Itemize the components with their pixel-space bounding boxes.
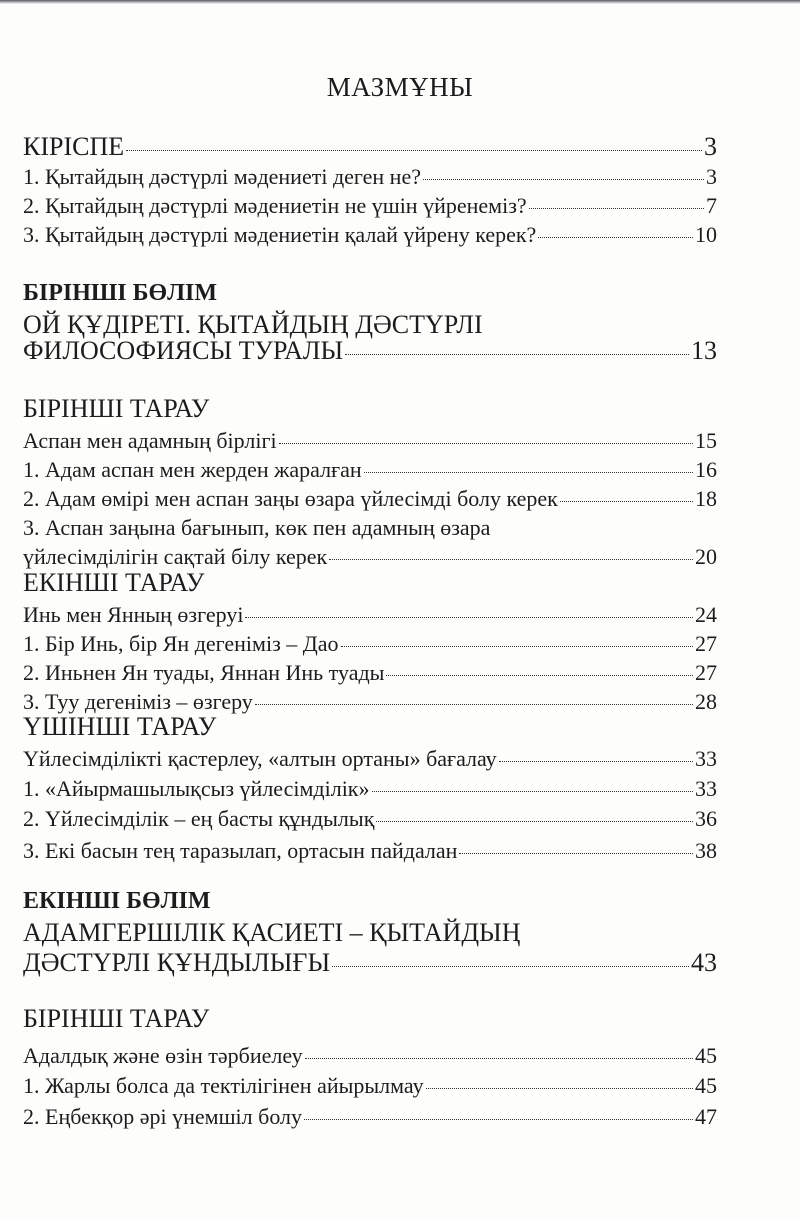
toc-entry-text: 1. «Айырмашылықсыз үйлесімділік» — [23, 776, 370, 801]
dot-leader — [329, 559, 693, 560]
toc-entry-text: 2. Үйлесімділік – ең басты құндылық — [23, 806, 375, 831]
toc-entry[interactable] — [23, 838, 717, 864]
dot-leader — [372, 791, 694, 792]
toc-entry[interactable] — [23, 1104, 717, 1130]
toc-entry[interactable] — [23, 806, 717, 832]
chapter-heading: БІРІНШІ ТАРАУ — [23, 394, 210, 423]
dot-leader — [499, 761, 693, 762]
toc-entry[interactable] — [23, 660, 717, 686]
toc-entry-text: Үйлесімділікті қастерлеу, «алтын ортаны» бағалау — [23, 746, 497, 771]
toc-entry-page: 28 — [695, 689, 717, 714]
toc-entry-page: 20 — [695, 544, 717, 569]
dot-leader — [245, 617, 693, 618]
toc-entry-part-title[interactable] — [23, 336, 717, 366]
toc-entry[interactable] — [23, 486, 717, 512]
dot-leader — [529, 208, 704, 209]
dot-leader — [279, 443, 693, 444]
toc-entry-page: 24 — [695, 602, 717, 627]
toc-entry-text: Адалдық және өзін тәрбиелеу — [23, 1043, 303, 1068]
part-title-line: АДАМГЕРШІЛІК ҚАСИЕТІ – ҚЫТАЙДЫҢ — [23, 918, 521, 947]
toc-entry-text: 2. Еңбекқор әрі үнемшіл болу — [23, 1104, 303, 1129]
toc-entry-text: 3. Туу дегеніміз – өзгеру — [23, 689, 253, 714]
dot-leader — [255, 704, 693, 705]
toc-entry-text: 3. Қытайдың дәстүрлі мәдениетін қалай үйрену керек? — [23, 222, 537, 247]
toc-entry-page: 3 — [706, 164, 717, 189]
dot-leader — [364, 472, 693, 473]
toc-entry-page: 7 — [706, 193, 717, 218]
chapter-heading: БІРІНШІ ТАРАУ — [23, 1004, 210, 1033]
chapter-heading: ҮШІНШІ ТАРАУ — [23, 712, 217, 741]
chapter-heading: ЕКІНШІ ТАРАУ — [23, 568, 205, 597]
toc-title: МАЗМҰНЫ — [326, 72, 474, 102]
toc-entry[interactable] — [23, 1043, 717, 1069]
dot-leader — [423, 179, 704, 180]
toc-entry[interactable] — [23, 544, 717, 570]
dot-leader — [560, 501, 693, 502]
part-heading: БІРІНШІ БӨЛІМ — [23, 280, 217, 306]
toc-entry[interactable] — [23, 776, 717, 802]
toc-entry-page: 27 — [695, 631, 717, 656]
toc-entry-page: 10 — [695, 222, 717, 247]
part-title-line: ОЙ ҚҰДІРЕТІ. ҚЫТАЙДЫҢ ДӘСТҮРЛІ — [23, 310, 483, 339]
dot-leader — [386, 675, 693, 676]
toc-entry-page: 33 — [695, 746, 717, 771]
toc-entry[interactable] — [23, 631, 717, 657]
toc-entry-page: 33 — [695, 776, 717, 801]
toc-entry-page: 3 — [704, 132, 717, 161]
toc-entry-text: 3. Екі басын тең таразылап, ортасын пайдалан — [23, 838, 458, 863]
toc-entry-text: ДӘСТҮРЛІ ҚҰНДЫЛЫҒЫ — [23, 948, 331, 977]
dot-leader — [426, 1088, 693, 1089]
toc-entry[interactable] — [23, 193, 717, 219]
toc-entry-text: 2. Иньнен Ян туады, Яннан Инь туады — [23, 660, 385, 685]
toc-entry-text: Инь мен Янның өзгеруі — [23, 602, 244, 627]
toc-entry[interactable] — [23, 164, 717, 190]
toc-entry-text: КІРІСПЕ — [23, 132, 125, 161]
toc-entry-page: 38 — [695, 838, 717, 863]
toc-entry-line: 3. Аспан заңына бағынып, көк пен адамның өзара — [23, 515, 491, 540]
dot-leader — [459, 853, 693, 854]
dot-leader — [126, 150, 702, 151]
dot-leader — [345, 354, 689, 355]
toc-entry-text: 2. Адам өмірі мен аспан заңы өзара үйлесімді болу керек — [23, 486, 558, 511]
toc-entry-text: ФИЛОСОФИЯСЫ ТУРАЛЫ — [23, 336, 344, 365]
toc-entry-page: 27 — [695, 660, 717, 685]
toc-entry-text: 1. Бір Инь, бір Ян дегеніміз – Дао — [23, 631, 339, 656]
toc-entry[interactable] — [23, 222, 717, 248]
dot-leader — [538, 237, 693, 238]
dot-leader — [376, 821, 693, 822]
toc-entry-page: 16 — [695, 457, 717, 482]
toc-entry-page: 36 — [695, 806, 717, 831]
toc-entry[interactable] — [23, 428, 717, 454]
toc-entry-page: 45 — [695, 1073, 717, 1098]
toc-entry-page: 43 — [691, 948, 717, 977]
toc-entry-text: Аспан мен адамның бірлігі — [23, 428, 277, 453]
toc-entry-part-title[interactable] — [23, 948, 717, 978]
toc-entry-text: 1. Қытайдың дәстүрлі мәдениеті деген не? — [23, 164, 421, 189]
toc-entry-page: 45 — [695, 1043, 717, 1068]
toc-entry-intro[interactable] — [23, 132, 717, 162]
toc-entry[interactable] — [23, 1073, 717, 1099]
toc-entry[interactable] — [23, 746, 717, 772]
toc-entry-page: 18 — [695, 486, 717, 511]
toc-entry-page: 15 — [695, 428, 717, 453]
dot-leader — [332, 966, 689, 967]
toc-entry-text: 1. Адам аспан мен жерден жаралған — [23, 457, 362, 482]
dot-leader — [341, 646, 693, 647]
toc-entry-page: 47 — [695, 1104, 717, 1129]
dot-leader — [304, 1119, 693, 1120]
toc-entry-text: 2. Қытайдың дәстүрлі мәдениетін не үшін үйренеміз? — [23, 193, 527, 218]
toc-entry[interactable] — [23, 457, 717, 483]
toc-entry-text: үйлесімділігін сақтай білу керек — [23, 544, 328, 569]
toc-entry-page: 13 — [691, 336, 717, 365]
toc-entry-text: 1. Жарлы болса да тектілігінен айырылмау — [23, 1073, 424, 1098]
part-heading: ЕКІНШІ БӨЛІМ — [23, 888, 211, 914]
toc-entry[interactable] — [23, 602, 717, 628]
dot-leader — [305, 1058, 693, 1059]
